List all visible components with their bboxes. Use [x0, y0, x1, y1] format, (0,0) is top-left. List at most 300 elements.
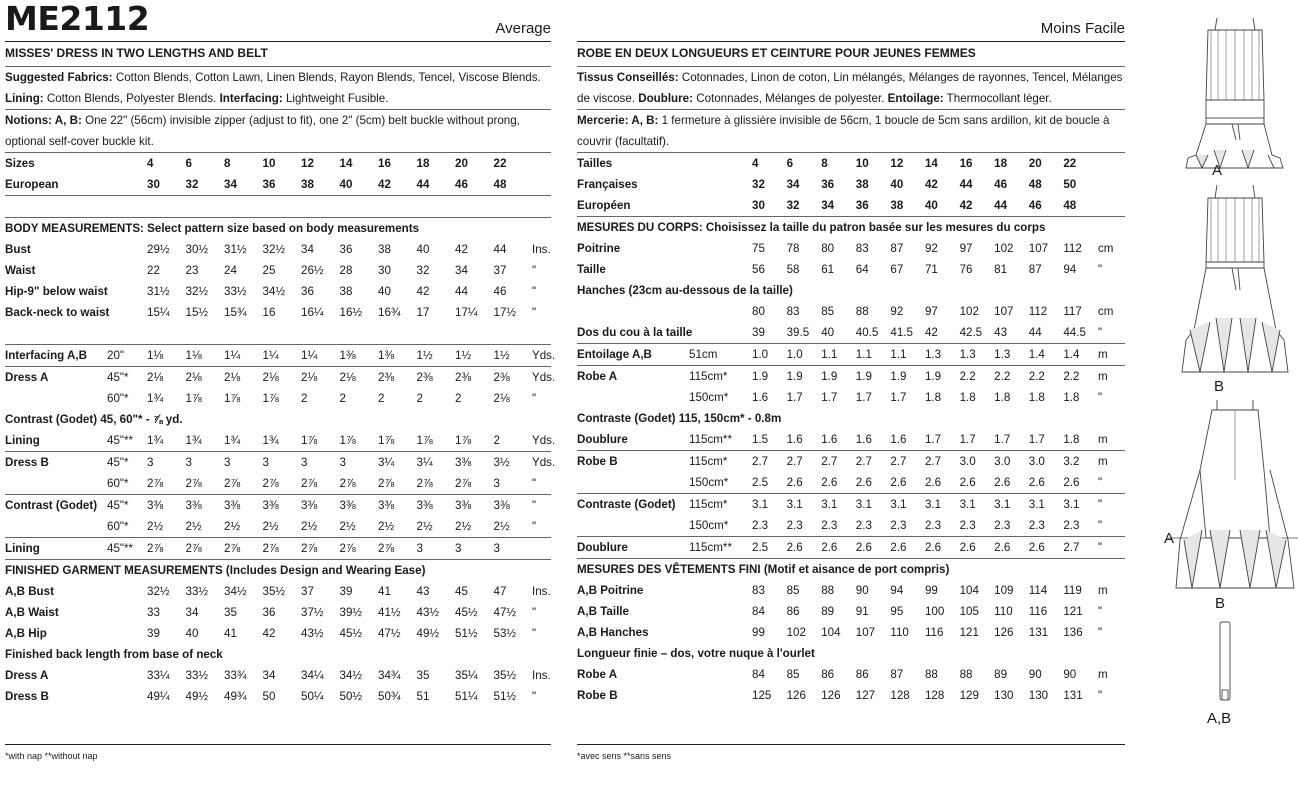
row-label: A,B Taille — [577, 605, 629, 618]
table-cell: 2.6 — [890, 472, 925, 494]
table-cell: 2⅞ — [378, 538, 417, 560]
notions-label-fr: Mercerie: A, B: — [577, 114, 659, 127]
table-cell: 2.6 — [925, 472, 960, 494]
table-cell: 1⅞ — [340, 430, 379, 452]
table-row — [577, 366, 1125, 388]
table-row — [5, 473, 551, 495]
table-cell: 2.6 — [994, 472, 1029, 494]
table-cell: 3.1 — [1063, 498, 1080, 511]
table-cell: " — [1098, 515, 1125, 537]
table-cell: 40 — [378, 285, 391, 298]
label-a: A — [1212, 162, 1223, 179]
table-cell: 3 — [301, 456, 308, 469]
table-cell: 1.7 — [890, 391, 907, 404]
table-cell: 2.6 — [994, 537, 1029, 559]
table-cell: 1.6 — [752, 391, 769, 404]
table-cell: 2.6 — [821, 472, 856, 494]
table-cell: 32½ — [262, 243, 286, 256]
notions-text: One 22" (56cm) invisible zipper (adjust to fit), one 2" (5cm) belt buckle without prong, optional self-cover buckle kit. — [5, 114, 520, 148]
table-cell: 39 — [752, 322, 787, 344]
table-cell: 105 — [959, 605, 979, 618]
table-cell — [532, 174, 551, 196]
fabrics-label: Suggested Fabrics: — [5, 71, 113, 84]
table-cell: 104 — [959, 584, 979, 597]
table-cell: 1.9 — [924, 370, 942, 383]
table-cell: 50½ — [339, 690, 363, 703]
width-cell: 45"* — [107, 371, 129, 384]
table-row — [577, 301, 1125, 322]
pattern-code: ME2112 — [5, 0, 150, 38]
table-cell: Ins. — [532, 243, 551, 256]
table-cell: 47½ — [493, 606, 517, 619]
table-cell: 86 — [786, 605, 800, 618]
section-heading: FINISHED GARMENT MEASUREMENTS (Includes Design and Wearing Ease) — [5, 564, 426, 577]
english-bottom-rule — [5, 744, 551, 745]
table-cell: 38 — [339, 285, 353, 298]
table-cell: 3⅜ — [416, 499, 433, 512]
width-cell — [107, 260, 147, 281]
table-cell — [1098, 174, 1125, 195]
table-cell: 48 — [494, 174, 533, 196]
table-cell: 2½ — [147, 516, 186, 538]
table-cell: 16¼ — [301, 306, 324, 319]
width-cell: 115cm* — [689, 370, 728, 383]
table-cell: 3.0 — [959, 455, 976, 468]
table-cell: 1.4 — [1063, 344, 1098, 366]
table-cell: 50 — [262, 690, 276, 703]
table-cell: 12 — [301, 157, 314, 170]
row-label: A,B Hanches — [577, 626, 649, 639]
table-cell: 51¼ — [455, 690, 478, 703]
table-cell: 2½ — [378, 516, 417, 538]
table-row — [5, 239, 551, 260]
table-cell: 51 — [416, 690, 430, 703]
table-cell: 4 — [147, 157, 154, 170]
table-cell: 3⅜ — [224, 499, 241, 512]
row-label: Doublure — [577, 429, 689, 451]
section-heading: MESURES DES VÊTEMENTS FINI (Motif et aisance de port compris) — [577, 563, 950, 576]
table-cell: 1.1 — [856, 344, 891, 366]
table-cell — [417, 196, 456, 218]
table-row — [5, 409, 551, 430]
width-cell: 150cm* — [689, 391, 729, 404]
table-cell: 50 — [1063, 178, 1077, 191]
table-cell: 40 — [925, 195, 960, 217]
table-cell: 18 — [416, 157, 430, 170]
table-cell: m — [1098, 344, 1125, 366]
table-cell: 8 — [224, 157, 231, 170]
table-cell: 76 — [959, 263, 973, 276]
french-column — [577, 0, 1125, 706]
table-cell: 3.1 — [752, 498, 769, 511]
table-row — [5, 174, 551, 196]
table-cell: 35¼ — [455, 669, 478, 682]
table-cell: 12 — [890, 157, 904, 170]
table-cell: 2.2 — [1028, 370, 1045, 383]
table-cell: 35½ — [262, 585, 286, 598]
table-cell — [224, 323, 263, 345]
table-cell: 48 — [1063, 195, 1098, 217]
table-cell: 3⅜ — [339, 499, 356, 512]
table-cell: 1.8 — [1028, 391, 1045, 404]
table-cell: 2.7 — [890, 455, 907, 468]
table-cell: 22 — [147, 264, 160, 277]
table-cell: 1.9 — [855, 370, 872, 383]
width-cell — [689, 195, 752, 217]
table-cell: 51½ — [455, 627, 478, 640]
dress-illustrations — [1140, 0, 1298, 796]
table-cell: 3⅜ — [455, 499, 472, 512]
table-cell: 110 — [994, 605, 1013, 618]
table-cell — [494, 196, 533, 218]
table-cell: 36 — [856, 195, 891, 217]
table-cell: 97 — [959, 242, 973, 255]
table-cell: 1.7 — [994, 429, 1029, 451]
table-cell: 100 — [924, 605, 945, 618]
table-row — [5, 260, 551, 281]
table-cell — [263, 196, 302, 218]
table-cell: 1.3 — [994, 344, 1029, 366]
table-cell: 38 — [378, 243, 391, 256]
label-a-side: A — [1164, 530, 1175, 547]
dress-b-drawing — [1182, 185, 1288, 372]
fabrics-text: Cotton Blends, Cotton Lawn, Linen Blends, Rayon Blends, Tencel, Viscose Blends. — [112, 71, 541, 84]
table-cell: 61 — [821, 263, 835, 276]
width-cell — [689, 622, 752, 643]
table-cell: 43½ — [416, 606, 440, 619]
table-cell: 1.4 — [1029, 344, 1064, 366]
table-cell: 4 — [752, 157, 759, 170]
table-cell: 25 — [262, 264, 276, 277]
table-cell: 84 — [752, 605, 765, 618]
table-cell: 87 — [890, 668, 904, 681]
table-cell: 10 — [262, 157, 276, 170]
width-cell — [689, 153, 752, 174]
width-cell: 60"* — [107, 392, 129, 405]
table-cell: 17½ — [493, 306, 517, 319]
table-cell: 129 — [959, 689, 979, 702]
table-cell: 3.1 — [959, 498, 976, 511]
table-cell: 2.6 — [890, 537, 925, 559]
table-cell: 49½ — [185, 690, 209, 703]
row-label: A,B Poitrine — [577, 584, 644, 597]
table-cell: 2½ — [224, 516, 263, 538]
table-cell: " — [1098, 537, 1125, 559]
lining-label: Lining: — [5, 92, 44, 105]
lining-label-fr: Doublure: — [638, 92, 693, 105]
table-cell — [455, 196, 494, 218]
table-cell: 2½ — [263, 516, 302, 538]
table-cell: 2 — [455, 392, 462, 405]
table-cell: 17¼ — [455, 306, 478, 319]
table-cell: 3⅜ — [493, 499, 510, 512]
width-cell: 45"** — [107, 538, 147, 560]
table-cell: 1.7 — [1029, 429, 1064, 451]
table-cell: 20 — [1028, 157, 1042, 170]
table-cell: 67 — [890, 263, 904, 276]
table-row — [5, 302, 551, 323]
width-cell: 51cm — [689, 344, 752, 366]
table-cell: 1.8 — [994, 391, 1011, 404]
notions-text-fr: 1 fermeture à glissière invisible de 56cm, 1 boucle de 5cm sans ardillon, kit de boucle à couvrir (facultatif). — [577, 114, 1110, 148]
table-cell: 2.3 — [960, 515, 995, 537]
table-cell: 3.1 — [1028, 498, 1045, 511]
table-cell: " — [1097, 626, 1103, 639]
table-row — [577, 344, 1125, 366]
table-cell: 1.8 — [959, 391, 976, 404]
table-cell: 42.5 — [960, 322, 995, 344]
table-cell: 1.7 — [960, 429, 995, 451]
label-b: B — [1214, 378, 1225, 395]
table-cell — [378, 323, 417, 345]
table-cell: 1¾ — [186, 430, 225, 452]
row-label: Européen — [577, 195, 689, 217]
table-cell: 34 — [185, 606, 199, 619]
width-cell — [107, 153, 147, 174]
table-cell: 2½ — [301, 516, 340, 538]
section-heading: Hanches (23cm au-dessous de la taille) — [577, 284, 793, 297]
table-cell: 2.3 — [787, 515, 822, 537]
table-cell: 1.6 — [890, 429, 925, 451]
table-row — [577, 174, 1125, 195]
table-cell: 2⅞ — [147, 473, 186, 495]
table-cell: 1⅞ — [455, 430, 494, 452]
lining-text-fr: Cotonnades, Mélanges de polyester. — [692, 92, 888, 105]
table-row — [5, 218, 551, 240]
table-cell: 1⅜ — [378, 345, 417, 367]
row-label — [5, 473, 107, 495]
table-cell: 22 — [493, 157, 507, 170]
table-cell: " — [532, 306, 537, 319]
table-cell: 127 — [855, 689, 876, 702]
row-label: Dress A — [5, 669, 49, 682]
table-cell: 1¾ — [224, 430, 263, 452]
table-cell: 42 — [378, 174, 417, 196]
row-label: A,B Hip — [5, 627, 47, 640]
table-cell: 42 — [416, 285, 430, 298]
table-cell: 36 — [263, 174, 302, 196]
table-cell: 34 — [262, 669, 276, 682]
table-cell: 3.1 — [855, 498, 872, 511]
width-cell — [689, 685, 752, 706]
width-cell — [107, 174, 147, 196]
table-cell: 102 — [959, 305, 979, 318]
table-cell: 95 — [890, 605, 904, 618]
table-cell: 85 — [821, 305, 835, 318]
table-cell: 1.9 — [890, 370, 907, 383]
english-footnote: *with nap **without nap — [5, 751, 98, 761]
table-cell: 80 — [821, 242, 835, 255]
row-label — [5, 323, 107, 345]
table-cell: 2⅛ — [301, 371, 318, 384]
table-cell: 3 — [494, 538, 533, 560]
table-cell: 2⅞ — [301, 538, 340, 560]
table-cell: 2 — [378, 392, 385, 405]
table-cell: 40.5 — [856, 322, 891, 344]
table-cell: 2.7 — [855, 455, 872, 468]
table-cell: 86 — [821, 668, 835, 681]
table-cell: 53½ — [493, 627, 517, 640]
table-cell: 1.9 — [821, 370, 838, 383]
table-row — [577, 195, 1125, 217]
table-cell: 131 — [1063, 689, 1083, 702]
notions-paragraph-fr — [577, 110, 1125, 153]
table-cell: 15¼ — [147, 306, 170, 319]
table-cell: 40 — [890, 178, 904, 191]
table-cell: 16 — [262, 306, 276, 319]
row-label — [5, 196, 107, 218]
table-cell: 32½ — [185, 285, 209, 298]
table-cell: 6 — [185, 157, 192, 170]
table-cell: 3 — [262, 456, 269, 469]
table-cell: 3.2 — [1063, 455, 1080, 468]
table-cell: 88 — [959, 668, 973, 681]
table-cell: 3.1 — [924, 498, 942, 511]
table-row — [5, 495, 551, 517]
table-cell: 83 — [855, 242, 869, 255]
row-label: Tailles — [577, 157, 613, 170]
table-cell: 92 — [924, 242, 938, 255]
table-cell: 121 — [1063, 605, 1083, 618]
table-cell: 2⅞ — [186, 538, 225, 560]
table-cell: 35 — [416, 669, 430, 682]
table-cell: Yds. — [532, 430, 551, 452]
row-label — [577, 387, 689, 408]
table-cell: 112 — [1063, 242, 1082, 255]
table-cell: 2.3 — [890, 515, 925, 537]
table-cell: 2⅞ — [378, 473, 417, 495]
table-cell: 1⅞ — [378, 430, 417, 452]
table-cell: 2.6 — [960, 537, 995, 559]
table-cell: 8 — [821, 157, 828, 170]
table-cell: 94 — [890, 584, 904, 597]
row-label: Contrast (Godet) — [5, 499, 98, 512]
table-cell: 29½ — [147, 243, 170, 256]
row-label — [577, 301, 689, 322]
table-cell: 2.3 — [821, 515, 856, 537]
row-label: Dress A — [5, 371, 49, 384]
table-cell: Ins. — [532, 669, 551, 682]
table-cell: 89 — [994, 668, 1008, 681]
width-cell — [689, 580, 752, 601]
table-cell: 99 — [752, 626, 765, 639]
table-cell: 2½ — [417, 516, 456, 538]
width-cell: 150cm* — [689, 472, 752, 494]
french-footnote: *avec sens **sans sens — [577, 751, 672, 761]
table-cell: 2⅞ — [186, 473, 225, 495]
table-cell: 44 — [994, 195, 1029, 217]
row-label: Bust — [5, 243, 31, 256]
table-cell: 14 — [924, 157, 938, 170]
table-cell: 121 — [959, 626, 979, 639]
french-header — [577, 0, 1125, 42]
table-cell: 78 — [786, 242, 800, 255]
row-label: Dos du cou à la taille — [577, 322, 689, 344]
table-cell: 1.7 — [786, 391, 803, 404]
table-cell: 37 — [301, 585, 314, 598]
fabrics-paragraph-fr — [577, 67, 1125, 110]
table-cell: 1⅛ — [147, 345, 186, 367]
table-cell: 3⅜ — [378, 499, 395, 512]
table-cell: 41 — [378, 585, 391, 598]
width-cell — [689, 174, 752, 195]
table-cell: " — [1098, 322, 1125, 344]
table-cell: 1½ — [455, 345, 494, 367]
table-cell: 3 — [224, 456, 231, 469]
table-cell: 3⅜ — [185, 499, 202, 512]
table-cell: " — [532, 264, 537, 277]
table-cell: 2.5 — [752, 537, 787, 559]
table-cell: 86 — [855, 668, 869, 681]
table-cell: 3.1 — [786, 498, 803, 511]
table-cell: 3⅜ — [301, 499, 318, 512]
table-cell: 3⅜ — [262, 499, 279, 512]
table-cell: 88 — [821, 584, 835, 597]
table-cell: 1.7 — [855, 391, 872, 404]
table-cell — [147, 196, 186, 218]
table-cell — [340, 323, 379, 345]
table-cell: 1.3 — [925, 344, 960, 366]
table-cell: 1.9 — [786, 370, 803, 383]
table-cell: 99 — [924, 584, 938, 597]
table-cell: 126 — [821, 689, 841, 702]
table-cell: 44 — [1029, 322, 1064, 344]
table-cell: 3 — [339, 456, 346, 469]
table-cell: 3.1 — [890, 498, 907, 511]
table-cell — [224, 196, 263, 218]
table-cell: 102 — [786, 626, 806, 639]
width-cell — [689, 322, 752, 344]
table-cell: 1.0 — [752, 344, 787, 366]
table-row — [577, 494, 1125, 516]
table-cell: 2.7 — [1063, 537, 1098, 559]
table-cell: 43 — [416, 585, 430, 598]
table-cell: " — [532, 499, 537, 512]
table-cell: 85 — [786, 584, 800, 597]
table-cell: 2.6 — [960, 472, 995, 494]
table-cell: " — [1097, 498, 1103, 511]
table-cell: 119 — [1063, 584, 1082, 597]
table-cell: 23 — [185, 264, 199, 277]
table-cell: m — [1097, 584, 1108, 597]
table-row — [5, 516, 551, 538]
table-cell: 2.6 — [787, 472, 822, 494]
table-cell: 104 — [821, 626, 841, 639]
table-row — [577, 322, 1125, 344]
table-cell: Yds. — [532, 371, 556, 384]
table-cell: 36 — [301, 285, 314, 298]
row-label: Dress B — [5, 690, 49, 703]
table-cell: 3 — [455, 538, 494, 560]
section-heading: BODY MEASUREMENTS: Select pattern size based on body measurements — [5, 222, 420, 235]
table-cell: 2.7 — [786, 455, 803, 468]
table-cell: " — [532, 473, 551, 495]
table-row — [5, 323, 551, 345]
table-cell: 44.5 — [1063, 322, 1098, 344]
table-cell: cm — [1097, 305, 1114, 318]
table-row — [5, 281, 551, 302]
table-cell: 32 — [416, 264, 430, 277]
width-cell: 115cm* — [689, 455, 728, 468]
table-cell — [301, 323, 340, 345]
row-label: Lining — [5, 538, 107, 560]
dress-a-drawing — [1186, 18, 1283, 168]
interfacing-label-fr: Entoilage: — [887, 92, 944, 105]
table-cell: 1.6 — [787, 429, 822, 451]
table-cell: 2.6 — [856, 537, 891, 559]
table-cell: 37 — [493, 264, 507, 277]
table-cell: Yds. — [532, 345, 551, 367]
